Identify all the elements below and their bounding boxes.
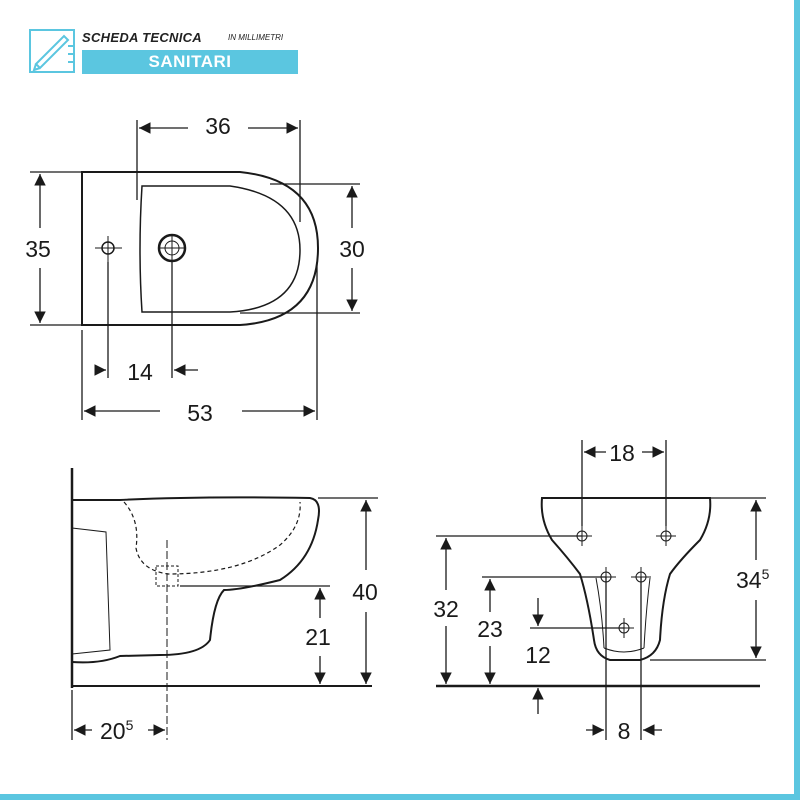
dim-bowl-width: 36 xyxy=(205,113,231,139)
category-banner: SANITARI xyxy=(82,50,298,74)
doc-title: SCHEDA TECNICA xyxy=(82,30,203,45)
dim-drain-offset: 14 xyxy=(127,359,153,385)
side-view-outline xyxy=(72,497,319,662)
top-view-bowl xyxy=(140,186,300,312)
dim-side-drain-height: 21 xyxy=(305,624,331,650)
top-view xyxy=(82,172,318,325)
dim-depth-overall: 35 xyxy=(25,236,51,262)
front-view xyxy=(436,498,760,686)
dim-width-overall: 53 xyxy=(187,400,213,426)
side-view xyxy=(72,468,372,740)
dim-side-drain-distance: $20^5$ xyxy=(100,717,134,744)
front-view-outline xyxy=(542,498,711,660)
doc-subtitle: IN MILLIMETRI xyxy=(228,33,284,42)
dim-connection-height: 23 xyxy=(477,616,503,642)
dim-fixing-spacing: 18 xyxy=(609,440,635,466)
dim-bowl-depth: 30 xyxy=(339,236,365,262)
dim-front-drain-height: 12 xyxy=(525,642,551,668)
dim-connection-spacing: 8 xyxy=(617,718,631,744)
dim-fixing-height: 32 xyxy=(433,596,459,622)
dim-front-height: $34^5$ xyxy=(736,566,770,593)
dim-side-height: 40 xyxy=(352,579,378,605)
